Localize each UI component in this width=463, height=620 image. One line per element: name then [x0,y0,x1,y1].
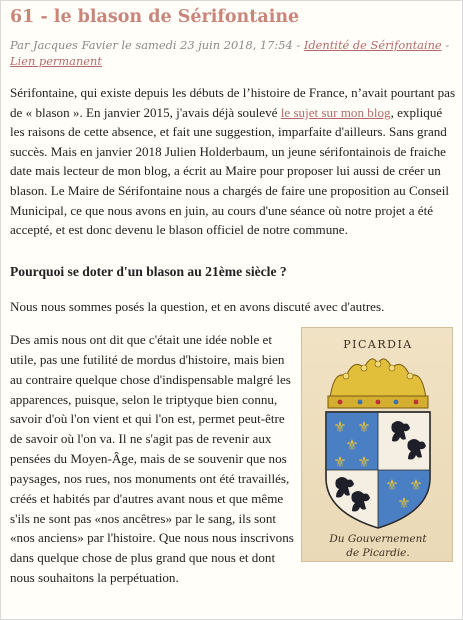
svg-text:⚜: ⚜ [345,436,359,454]
blason-caption-line2: de Picardie. [346,547,410,559]
blog-subject-link[interactable]: le sujet sur mon blog [280,104,391,120]
svg-text:⚜: ⚜ [333,418,347,436]
intro-text-end: , expliqué les raisons de cette absence, et fait une suggestion, imparfaite d'ailleurs. Sans grand succès. Mais en janvier 2018 Julien Holderbaum, un jeune sérifontainois de fraiche date mais lecteur de mon blog, a écrit au Maire pour proposer lui aussi de créer un blason. Le Maire de Sérifontaine nous a chargés de faire une proposition au Conseil Municipal, ce que nous avons en juin, au cours d'une séance où notre projet a été accepté, et est donc devenu le blason officiel de notre commune. [10,104,449,238]
category-link[interactable]: Identité de Sérifontaine [303,38,442,52]
svg-text:⚜: ⚜ [357,453,371,471]
svg-text:⚜: ⚜ [397,494,411,512]
svg-text:⚜: ⚜ [357,418,371,436]
section-heading: Pourquoi se doter d'un blason au 21ème siècle ? [10,264,287,279]
svg-text:⚜: ⚜ [385,476,399,494]
post-meta [10,37,458,69]
intro-paragraph [10,83,456,240]
svg-text:⚜: ⚜ [409,476,423,494]
meta-author-date: Par Jacques Favier le samedi 23 juin 2018, 17:54 - [10,38,304,52]
svg-text:⚜: ⚜ [333,453,347,471]
blason-caption-line1: Du Gouvernement [329,533,427,545]
permalink-link[interactable]: Lien permanent [10,54,102,68]
post-title: 61 - le blason de Sérifontaine [10,7,300,27]
friends-paragraph: Des amis nous ont dit que c'était une idée noble et utile, pas une futilité de mordus d'histoire, mais bien au contraire quelque chose d'indispensable malgré les apparences, puisque, selon le triptyque bien connu, savoir d'où l'on vient et qui l'on est, permet peut-être de savoir où l'on va. Il ne s'agit pas de revenir aux pensées du Moyen-Âge, mais de se souvenir que nos paysages, nos rues, nos monuments ont été travaillés, créés et habités par d'autres avant nous et que même s'ils ne sont pas «nos ancêtres» par le sang, ils sont «nos anciens» par l'histoire. Que nous nous inscrivons dans quelque chose de plus grand que nous et dont nous souhaitons la perpétuation. [10,332,294,586]
meta-separator: - [441,38,450,52]
blason-image [301,327,453,562]
question-paragraph: Nous nous sommes posés la question, et en avons discuté avec d'autres. [10,299,385,314]
blason-caption-top: PICARDIA [343,338,413,351]
crown-icon [328,359,428,408]
intro-text-start: Sérifontaine, qui existe depuis les débuts de l’histoire de France, n’avait pourtant pas de « blason ». En janvier 2015, j'avais déjà soulevé [10,85,456,120]
